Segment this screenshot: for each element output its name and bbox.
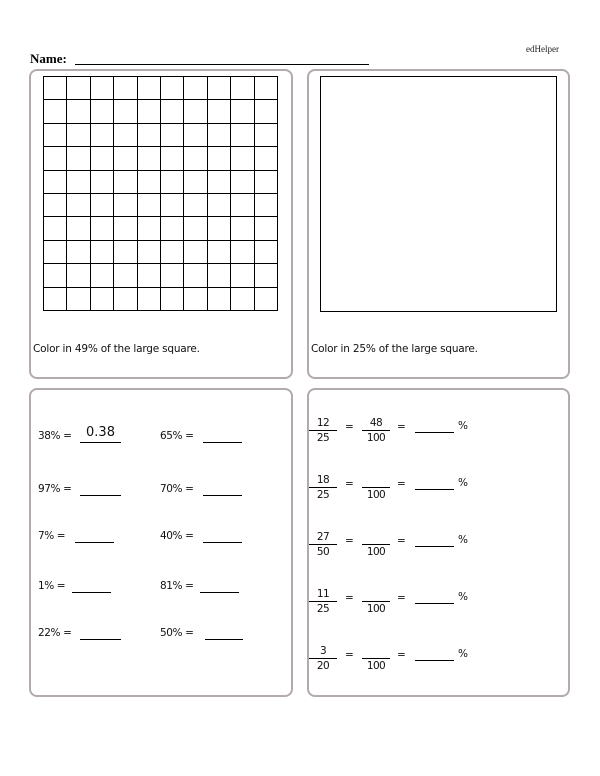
grid-cell[interactable] (138, 100, 161, 123)
percent-answer-blank[interactable] (415, 660, 454, 661)
grid-cell[interactable] (255, 77, 278, 100)
grid-cell[interactable] (91, 288, 114, 311)
grid-cell[interactable] (208, 100, 231, 123)
percent-sign: % (458, 591, 468, 603)
hundredths-fraction-denominator: 100 (366, 660, 386, 672)
percent-label: 38% = (38, 430, 72, 442)
grid-cell[interactable] (231, 194, 254, 217)
grid-cell[interactable] (255, 100, 278, 123)
given-fraction-numerator: 11 (309, 588, 337, 602)
grid-cell[interactable] (255, 288, 278, 311)
grid-cell[interactable] (161, 171, 184, 194)
grid-cell[interactable] (67, 241, 90, 264)
grid-cell[interactable] (67, 194, 90, 217)
grid-cell[interactable] (138, 241, 161, 264)
grid-cell[interactable] (44, 124, 67, 147)
given-fraction-denominator: 25 (316, 432, 330, 444)
grid-cell[interactable] (208, 194, 231, 217)
grid-cell[interactable] (67, 124, 90, 147)
given-fraction (309, 588, 337, 615)
hundredths-fraction-numerator[interactable] (362, 531, 390, 545)
grid-cell[interactable] (208, 171, 231, 194)
grid-cell[interactable] (91, 77, 114, 100)
given-fraction-denominator: 25 (316, 603, 330, 615)
grid-cell[interactable] (231, 124, 254, 147)
hundredths-fraction-denominator: 100 (366, 546, 386, 558)
grid-cell[interactable] (91, 217, 114, 240)
percent-sign: % (458, 420, 468, 432)
grid-cell[interactable] (44, 194, 67, 217)
grid-cell[interactable] (184, 77, 207, 100)
grid-cell[interactable] (255, 171, 278, 194)
grid-cell[interactable] (44, 147, 67, 170)
grid-cell[interactable] (138, 147, 161, 170)
grid-cell[interactable] (255, 217, 278, 240)
grid-cell[interactable] (231, 241, 254, 264)
grid-cell[interactable] (231, 171, 254, 194)
grid-cell[interactable] (184, 241, 207, 264)
decimal-answer-blank[interactable] (203, 495, 242, 496)
grid-cell[interactable] (255, 194, 278, 217)
grid-cell[interactable] (161, 77, 184, 100)
grid-cell[interactable] (67, 77, 90, 100)
grid-cell[interactable] (91, 171, 114, 194)
equals-sign: = (345, 592, 354, 604)
percent-label: 65% = (160, 430, 194, 442)
decimal-answer-blank[interactable] (200, 592, 239, 593)
percent-answer-blank[interactable] (415, 603, 454, 604)
grid-cell[interactable] (91, 147, 114, 170)
given-fraction (309, 417, 337, 444)
grid-cell[interactable] (231, 147, 254, 170)
large-square[interactable] (320, 76, 557, 312)
equals-sign: = (397, 535, 406, 547)
grid-cell[interactable] (44, 100, 67, 123)
grid-cell[interactable] (114, 77, 137, 100)
grid-cell[interactable] (138, 217, 161, 240)
hundredths-fraction-denominator: 100 (366, 603, 386, 615)
grid-cell[interactable] (208, 264, 231, 287)
grid-cell[interactable] (184, 194, 207, 217)
percent-label: 50% = (160, 627, 194, 639)
grid-cell[interactable] (255, 147, 278, 170)
grid-cell[interactable] (114, 171, 137, 194)
percent-answer-blank[interactable] (415, 489, 454, 490)
grid-cell[interactable] (91, 100, 114, 123)
grid-cell[interactable] (138, 171, 161, 194)
grid-cell[interactable] (67, 147, 90, 170)
grid-cell[interactable] (255, 124, 278, 147)
hundredths-fraction (362, 645, 390, 672)
brand-label: edHelper (526, 44, 559, 54)
equals-sign: = (345, 421, 354, 433)
grid-cell[interactable] (44, 241, 67, 264)
equals-sign: = (397, 478, 406, 490)
grid-cell[interactable] (114, 100, 137, 123)
grid-cell[interactable] (138, 77, 161, 100)
grid-cell[interactable] (161, 194, 184, 217)
grid-cell[interactable] (67, 288, 90, 311)
hundredths-fraction (362, 531, 390, 558)
given-fraction (309, 474, 337, 501)
decimal-answer-blank[interactable] (203, 442, 242, 443)
percent-sign: % (458, 477, 468, 489)
grid-cell[interactable] (255, 264, 278, 287)
grid-cell[interactable] (184, 100, 207, 123)
percent-label: 22% = (38, 627, 72, 639)
grid-cell[interactable] (184, 264, 207, 287)
given-fraction-numerator: 27 (309, 531, 337, 545)
decimal-answer-blank[interactable] (75, 542, 114, 543)
hundredths-fraction (362, 588, 390, 615)
grid-cell[interactable] (231, 264, 254, 287)
grid-cell[interactable] (161, 100, 184, 123)
grid-cell[interactable] (208, 217, 231, 240)
grid-cell[interactable] (184, 288, 207, 311)
grid-cell[interactable] (138, 124, 161, 147)
grid-cell[interactable] (231, 288, 254, 311)
grid-cell[interactable] (91, 241, 114, 264)
grid-cell[interactable] (67, 100, 90, 123)
grid-cell[interactable] (114, 264, 137, 287)
equals-sign: = (345, 649, 354, 661)
percent-label: 1% = (38, 580, 66, 592)
grid-cell[interactable] (44, 217, 67, 240)
given-fraction-numerator: 18 (309, 474, 337, 488)
hundredths-fraction-numerator[interactable] (362, 474, 390, 488)
hundredths-fraction (362, 474, 390, 501)
name-label: Name: (30, 51, 67, 66)
hundredths-fraction-numerator[interactable]: 48 (362, 417, 390, 431)
grid-cell[interactable] (208, 147, 231, 170)
grid-cell[interactable] (208, 288, 231, 311)
equals-sign: = (397, 592, 406, 604)
decimal-answer-blank[interactable] (203, 542, 242, 543)
grid-cell[interactable] (231, 217, 254, 240)
decimal-answer: 0.38 (86, 425, 115, 440)
equals-sign: = (397, 649, 406, 661)
percent-sign: % (458, 534, 468, 546)
grid-cell[interactable] (114, 217, 137, 240)
hundredths-fraction-denominator: 100 (366, 432, 386, 444)
grid-cell[interactable] (161, 217, 184, 240)
grid-cell[interactable] (184, 124, 207, 147)
grid-cell[interactable] (114, 241, 137, 264)
name-input-line[interactable] (75, 64, 369, 65)
percent-label: 97% = (38, 483, 72, 495)
given-fraction (309, 531, 337, 558)
hundredths-fraction (362, 417, 390, 444)
decimal-answer-blank[interactable] (80, 639, 121, 640)
given-fraction-denominator: 25 (316, 489, 330, 501)
percent-sign: % (458, 648, 468, 660)
equals-sign: = (345, 535, 354, 547)
equals-sign: = (345, 478, 354, 490)
grid-cell[interactable] (208, 241, 231, 264)
grid-cell[interactable] (208, 124, 231, 147)
square-instruction: Color in 25% of the large square. (311, 343, 478, 355)
given-fraction-numerator: 3 (309, 645, 337, 659)
grid-cell[interactable] (138, 264, 161, 287)
grid-cell[interactable] (44, 264, 67, 287)
hundredths-fraction-numerator[interactable] (362, 588, 390, 602)
hundredths-fraction-denominator: 100 (366, 489, 386, 501)
hundredths-fraction-numerator[interactable] (362, 645, 390, 659)
grid-cell[interactable] (255, 241, 278, 264)
grid-cell[interactable] (44, 288, 67, 311)
given-fraction (309, 645, 337, 672)
grid-cell[interactable] (114, 124, 137, 147)
given-fraction-denominator: 50 (316, 546, 330, 558)
percent-answer-blank[interactable] (415, 546, 454, 547)
grid-cell[interactable] (208, 77, 231, 100)
grid-cell[interactable] (161, 147, 184, 170)
grid-cell[interactable] (161, 241, 184, 264)
grid-cell[interactable] (161, 288, 184, 311)
given-fraction-denominator: 20 (316, 660, 330, 672)
grid-cell[interactable] (67, 171, 90, 194)
grid-cell[interactable] (114, 147, 137, 170)
grid-cell[interactable] (91, 124, 114, 147)
given-fraction-numerator: 12 (309, 417, 337, 431)
grid-cell[interactable] (114, 194, 137, 217)
grid-cell[interactable] (114, 288, 137, 311)
grid-cell[interactable] (138, 194, 161, 217)
percent-label: 40% = (160, 530, 194, 542)
decimal-answer-blank[interactable] (72, 592, 111, 593)
percent-answer-blank[interactable] (415, 432, 454, 433)
grid-cell[interactable] (161, 124, 184, 147)
percent-label: 81% = (160, 580, 194, 592)
grid-cell[interactable] (91, 264, 114, 287)
percent-label: 7% = (38, 530, 66, 542)
grid-cell[interactable] (44, 77, 67, 100)
percent-label: 70% = (160, 483, 194, 495)
grid-cell[interactable] (184, 147, 207, 170)
grid-cell[interactable] (184, 171, 207, 194)
grid-cell[interactable] (184, 217, 207, 240)
grid-cell[interactable] (91, 194, 114, 217)
grid-cell[interactable] (67, 217, 90, 240)
grid-cell[interactable] (231, 100, 254, 123)
decimal-answer-blank[interactable] (205, 639, 243, 640)
grid-cell[interactable] (161, 264, 184, 287)
equals-sign: = (397, 421, 406, 433)
grid-cell[interactable] (44, 171, 67, 194)
decimal-answer-blank[interactable] (80, 442, 121, 443)
grid-cell[interactable] (138, 288, 161, 311)
hundred-grid[interactable] (43, 76, 278, 311)
grid-instruction: Color in 49% of the large square. (33, 343, 200, 355)
decimal-answer-blank[interactable] (80, 495, 121, 496)
grid-cell[interactable] (67, 264, 90, 287)
grid-cell[interactable] (231, 77, 254, 100)
